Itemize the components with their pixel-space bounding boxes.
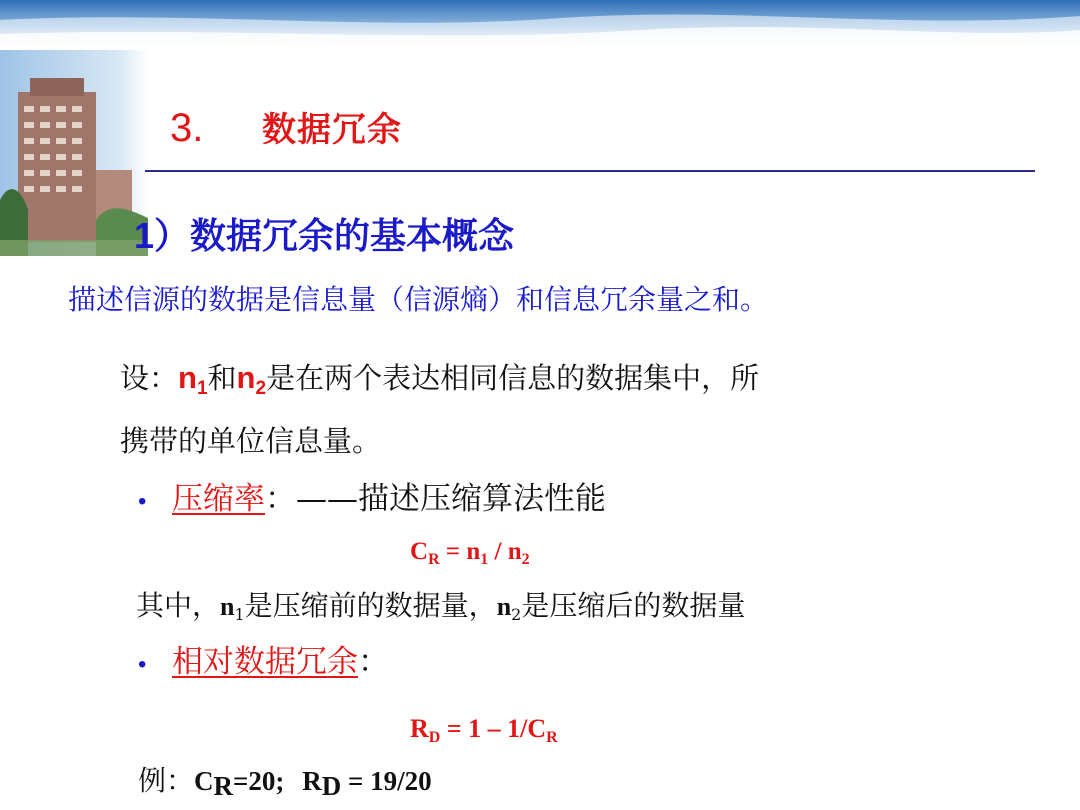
n1-base: n [178, 360, 197, 395]
f1-c: C [410, 538, 429, 565]
n1-subscript: 1 [196, 378, 208, 399]
title-number: 3. [170, 106, 204, 150]
f2-c-sub: R [546, 729, 558, 746]
title-divider [145, 170, 1035, 172]
f1-n1-sub: 1 [480, 551, 489, 568]
example-prefix: 例： [138, 764, 195, 797]
section-number: 1） [134, 215, 191, 256]
relative-redundancy-colon: ： [358, 644, 389, 680]
example-c: C [194, 766, 214, 796]
n1-variable [178, 360, 208, 399]
where-n1: n [220, 592, 235, 621]
relative-redundancy-term: 相对数据冗余 [172, 644, 358, 680]
n2-variable [236, 360, 267, 399]
setup-prefix: 设： [120, 361, 179, 395]
f2-r-sub: D [428, 729, 441, 746]
example-r-val: = 19/20 [341, 766, 432, 796]
sky-banner [0, 0, 1080, 48]
page-title: 数据冗余 [262, 110, 402, 150]
bullet-compression-ratio [138, 474, 606, 527]
compression-ratio-desc: ：——描述压缩算法性能 [265, 481, 606, 517]
f1-c-sub: R [428, 551, 440, 568]
where-mid: 是压缩前的数据量， [244, 589, 497, 622]
setup-line2: 携带的单位信息量。 [120, 424, 382, 458]
bullet-dot: • [138, 488, 147, 515]
f1-eq: = n [439, 538, 481, 565]
setup-paragraph [120, 352, 1020, 467]
compression-ratio-term: 压缩率 [172, 481, 265, 517]
f1-n2-sub: 2 [521, 551, 530, 568]
f2-r: R [410, 714, 429, 743]
where-prefix: 其中， [136, 589, 221, 622]
f2-eq: = 1 – 1/C [440, 714, 547, 743]
section-heading [134, 210, 514, 263]
formula-relative-redundancy [410, 710, 558, 757]
setup-conj: 和 [207, 361, 237, 395]
description-text: 描述信源的数据是信息量（信源熵）和信息冗余量之和。 [68, 283, 769, 316]
bullet-relative-redundancy [138, 637, 389, 690]
n2-subscript: 2 [255, 378, 267, 399]
n2-base: n [236, 360, 256, 395]
example-r-sub: D [321, 771, 342, 801]
where-end: 是压缩后的数据量 [521, 589, 746, 622]
where-explanation [136, 584, 745, 637]
f1-slash: / n [488, 538, 522, 565]
formula-compression-ratio [410, 534, 530, 578]
campus-building-photo [0, 50, 148, 256]
bullet-dot: • [138, 651, 147, 678]
where-n2: n [496, 592, 512, 621]
example-r: R [302, 766, 322, 796]
example-line [138, 760, 432, 807]
setup-rest: 是在两个表达相同信息的数据集中，所 [266, 361, 760, 395]
example-c-val: =20; [233, 766, 285, 796]
section-heading-text: 数据冗余的基本概念 [190, 216, 515, 257]
where-n1-sub: 1 [234, 605, 245, 624]
example-c-sub: R [213, 771, 234, 801]
where-n2-sub: 2 [511, 605, 522, 624]
